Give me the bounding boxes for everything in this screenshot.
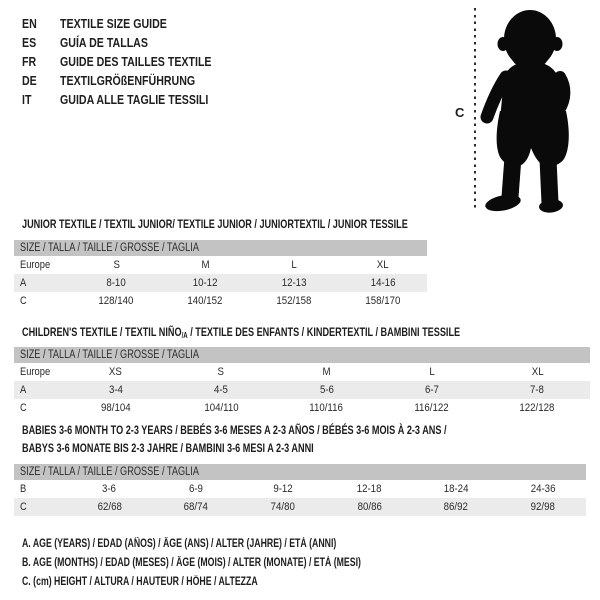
table-cell: 98/104 [100,402,131,414]
babies-size-table [14,464,586,516]
table-cell: 152/158 [276,295,312,307]
table-cell: L [291,259,297,271]
legend-line-a: A. AGE (YEARS) / EDAD (AÑOS) / ÂGE (ANS) / ALTER (JAHRE) / ETÀ (ANNI) [22,537,337,550]
measurement-legend [22,534,468,591]
height-c-label: C [455,105,465,120]
table-cell: 92/98 [530,501,555,513]
table-cell: 10-12 [192,277,218,289]
table-row [14,274,427,292]
size-header-label: SIZE / TALLA / TAILLE / GRÖSSE / TAGLIA [20,242,199,254]
table-cell: XL [531,366,544,378]
language-code: ES [22,35,37,50]
height-dashed-line [474,8,476,208]
row-label: C [20,402,27,414]
table-cell: S [217,366,225,378]
table-cell: 104/110 [203,402,239,414]
table-row [14,498,586,516]
table-cell: XS [109,366,123,378]
row-label: B [20,483,27,495]
table-cell: 122/128 [519,402,555,414]
table-cell: 24-36 [530,483,556,495]
language-code: FR [22,54,37,69]
table-cell: 158/170 [365,295,401,307]
junior-size-table [14,240,427,310]
size-header-bar [14,347,590,363]
section-heading-children [22,323,598,345]
table-cell: 12-18 [356,483,382,495]
row-label: C [20,501,27,513]
heading-subscript: /A [181,331,188,340]
table-cell: 5-6 [319,384,334,396]
row-label: Europe [20,259,51,271]
language-code: DE [22,73,37,88]
table-cell: 9-12 [272,483,293,495]
table-row [14,363,590,381]
row-label: C [20,295,27,307]
table-cell: 86/92 [443,501,469,513]
language-name: GUIDA ALLE TAGLIE TESSILI [60,92,209,107]
table-cell: 4-5 [214,384,229,396]
table-cell: 3-4 [108,384,123,396]
language-row [22,52,238,71]
table-cell: 6-9 [188,483,203,495]
language-name: TEXTILGRÖßENFÜHRUNG [60,73,196,88]
language-name: GUIDE DES TAILLES TEXTILE [60,54,212,69]
legend-line-c: C. (cm) HEIGHT / ALTURA / HAUTEUR / HÖHE / ALTEZZA [22,575,258,588]
size-header-bar [14,240,427,256]
table-cell: 8-10 [106,277,127,289]
table-cell: 6-7 [424,384,439,396]
section-heading-babies-line2: BABYS 3-6 MONATE BIS 2-3 JAHRE / BAMBINI 3-6 MESI A 2-3 ANNI [22,441,314,455]
size-header-bar [14,464,586,480]
size-header-label: SIZE / TALLA / TAILLE / GRÖSSE / TAGLIA [20,349,199,361]
table-cell: 110/116 [309,402,344,414]
table-cell: M [201,259,210,271]
row-label: A [20,277,27,289]
table-cell: 62/68 [97,501,122,513]
section-heading-babies [22,421,581,457]
table-cell: 3-6 [102,483,117,495]
language-code: EN [22,16,37,31]
size-header-label: SIZE / TALLA / TAILLE / GRÖSSE / TAGLIA [20,466,199,478]
language-row [22,14,238,33]
table-cell: XL [376,259,389,271]
table-cell: 80/86 [357,501,382,513]
table-cell: 116/122 [414,402,450,414]
table-cell: S [113,259,120,271]
legend-line-b: B. AGE (MONTHS) / EDAD (MESES) / ÂGE (MOIS) / ALTER (MONATE) / ETÀ (MESI) [22,556,361,569]
section-heading-junior-text: JUNIOR TEXTILE / TEXTIL JUNIOR/ TEXTILE JUNIOR / JUNIORTEXTIL / JUNIOR TESSILE [22,217,408,231]
language-row [22,33,238,52]
baby-silhouette-image [480,7,588,213]
table-row [14,480,586,498]
table-cell: 18-24 [443,483,469,495]
table-row [14,381,590,399]
language-name: TEXTILE SIZE GUIDE [60,16,167,31]
table-cell: M [322,366,331,378]
table-cell: L [429,366,435,378]
children-size-table [14,347,590,417]
language-name: GUÍA DE TALLAS [60,35,148,50]
table-row [14,292,427,310]
language-row [22,90,238,109]
language-list [22,14,238,109]
table-cell: 68/74 [183,501,209,513]
table-cell: 74/80 [270,501,295,513]
table-cell: 128/140 [98,295,134,307]
table-cell: 140/152 [187,295,223,307]
section-heading-children-text: CHILDREN'S TEXTILE / TEXTIL $NIÑO_{/A}$ / TEXTILE DES ENFANTS / KINDERTEXTIL / BAMBINI TESSILE [22,325,461,340]
row-label: Europe [20,366,51,378]
language-code: IT [22,92,32,107]
table-cell: 12-13 [281,277,307,289]
table-cell: 7-8 [530,384,545,396]
section-heading-babies-line1: BABIES 3-6 MONTH TO 2-3 YEARS / BEBÉS 3-6 MESES A 2-3 AÑOS / BÉBÉS 3-6 MOIS À 2-3 ANS / [22,423,447,437]
section-heading-junior [22,215,530,233]
row-label: A [20,384,27,396]
table-cell: 14-16 [370,277,395,289]
language-row [22,71,238,90]
table-row [14,256,427,274]
table-row [14,399,590,417]
